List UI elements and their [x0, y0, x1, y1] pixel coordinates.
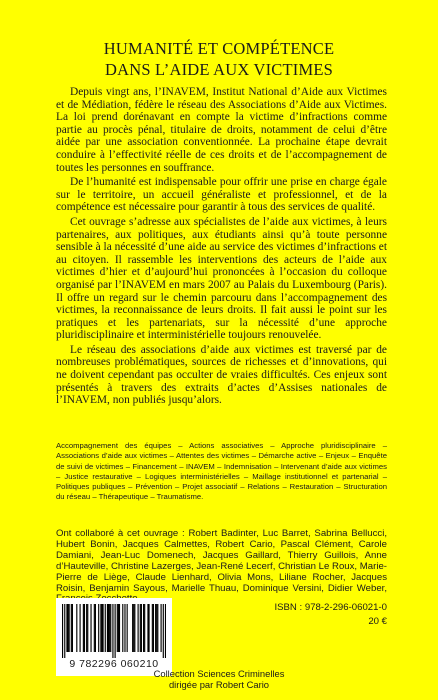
- barcode-bar: [72, 604, 73, 652]
- barcode-bar: [69, 604, 70, 652]
- title-line-1: HUMANITÉ ET COMPÉTENCE: [103, 39, 335, 58]
- barcode: [56, 598, 172, 676]
- barcode-bar: [100, 604, 101, 652]
- barcode-bar: [112, 604, 113, 658]
- price: 20 €: [368, 616, 387, 627]
- barcode-bar: [117, 604, 118, 652]
- collaborators-list: Ont collaboré à cet ouvrage : Robert Badinter, Luc Barret, Sabrina Bellucci, Hubert Bonin, Jacques Calmettes, Robert Cario, Pascal Clément, Carole Damiani, Jean-Luc Domenech, Jacques Gaillard, Thierry Guillois, Anne d’Hauteville, Christine Lazerges, Jean-René Lecerf, Christian Le Roux, Marie-Pierre de Liège, Claude Lienhard, Olivia Mons, Liliane Rocher, Jacques Roisin, Benjamin Sayous, Marielle Thuau, Dominique Versini, Didier Weber,: [56, 528, 387, 594]
- barcode-bar: [94, 604, 95, 652]
- barcode-bar: [110, 604, 111, 652]
- barcode-bar: [138, 604, 139, 652]
- barcode-bar: [144, 604, 145, 652]
- paragraph-4: Le réseau des associations d’aide aux victimes est traversé par de nombreuses problématiques, sources de richesses et d’innovations, qui ne doivent cependant pas occulter de vraies difficultés. Ces enjeux sont présentés à travers des extraits d’actes d’Assises nationales de l’INAVEM, non publiés jusqu’alors.: [56, 343, 387, 407]
- barcode-bar: [134, 604, 135, 652]
- barcode-bar: [156, 604, 157, 652]
- barcode-bar: [133, 604, 134, 652]
- title-line-2: DANS L’AIDE AUX VICTIMES: [104, 60, 334, 79]
- barcode-bar: [90, 604, 91, 652]
- book-title: [0, 38, 438, 80]
- barcode-bar: [157, 604, 158, 652]
- barcode-bar: [127, 604, 128, 652]
- barcode-bar: [165, 604, 166, 658]
- barcode-bar: [147, 604, 148, 652]
- keywords-list: Accompagnement des équipes – Actions associatives – Approche pluridisciplinaire – Associations d’aide aux victimes – Attentes des victimes – Démarche active – Enjeux – Enquête de suivi de victimes – Financement – INAVEM – Indemnisation – Intervenant d’aide aux victimes – Justice restaurative – Logiques interministérielles – Maillage institutionnel et partenarial – Politiques publiques – Prévention – Projet associatif – Relations – Restauration – Structuration du réseau – Thérapeutique – Traumatisme.: [56, 441, 387, 502]
- barcode-bar: [163, 604, 164, 658]
- isbn: ISBN : 978-2-296-06021-0: [274, 602, 387, 613]
- barcode-bar: [118, 604, 119, 652]
- paragraph-3: Cet ouvrage s’adresse aux spécialistes de l’aide aux victimes, à leurs partenaires, aux politiques, aux étudiants ainsi qu’à toute personne sensible à la nécessité d’une aide au service des victimes d’infractions et au citoyen. Il rassemble les interventions des acteurs de l’aide aux victimes d’hier et d’aujourd’hui prononcées à l’occasion du colloque organisé par l’INAVEM en mars 2007 au Palais du Luxembourg (Paris). Il offre un regard sur le chemin parcouru dans l’accompagnement des victimes, la reconnaissance de leurs droits. Il fait aussi le point sur les pratiques et les partenariats, sur la nécessité d’une approche pluridisciplinaire et interministérielle toujours renouvelée.: [56, 215, 387, 342]
- barcode-bar: [109, 604, 110, 652]
- barcode-bar: [80, 604, 81, 652]
- barcode-bar: [141, 604, 142, 652]
- collection-info: [0, 668, 438, 690]
- barcode-bar: [108, 604, 109, 652]
- barcode-bars: [62, 604, 166, 658]
- barcode-bar: [86, 604, 87, 652]
- barcode-bar: [105, 604, 106, 652]
- collection-name: Collection Sciences Criminelles: [153, 668, 285, 679]
- blurb-text: [56, 86, 387, 409]
- barcode-digits: 9 782296 060210: [69, 658, 159, 670]
- barcode-bar: [71, 604, 72, 652]
- barcode-bar: [98, 604, 99, 652]
- barcode-bar: [87, 604, 88, 652]
- barcode-bar: [140, 604, 141, 652]
- barcode-bar: [115, 604, 116, 658]
- barcode-bar: [161, 604, 162, 652]
- barcode-bar: [153, 604, 154, 652]
- barcode-bar: [132, 604, 133, 652]
- barcode-bar: [152, 604, 153, 652]
- paragraph-1: Depuis vingt ans, l’INAVEM, Institut National d’Aide aux Victimes et de Médiation, fédère le réseau des Associations d’Aide aux Victimes. La loi prend dorénavant en compte la victime d’infractions comme partie au procès pénal, titulaire de droits, notamment de celui d’être aidée par une association conventionnée. La prochaine étape devrait conduire à l’effectivité réelle de ces droits et de l’accompagnement de toutes les personnes en souffrance.: [56, 86, 387, 174]
- barcode-bar: [103, 604, 104, 652]
- barcode-bar: [84, 604, 85, 652]
- barcode-bar: [119, 604, 120, 652]
- collection-director: dirigée par Robert Cario: [168, 679, 270, 690]
- barcode-bar: [95, 604, 96, 652]
- barcode-bar: [64, 604, 65, 658]
- barcode-bar: [122, 604, 123, 652]
- barcode-bar: [107, 604, 108, 652]
- barcode-bar: [155, 604, 156, 652]
- barcode-bar: [143, 604, 144, 652]
- barcode-bar: [101, 604, 102, 652]
- barcode-bar: [62, 604, 63, 658]
- paragraph-2: De l’humanité est indispensable pour offrir une prise en charge égale sur le territoire, un accueil généraliste et professionnel, et de la compétence est nécessaire pour garantir à tous des services de qualité.: [56, 176, 387, 214]
- barcode-bar: [76, 604, 77, 652]
- barcode-bar: [148, 604, 149, 652]
- barcode-bar: [83, 604, 84, 652]
- barcode-bar: [67, 604, 68, 652]
- barcode-bar: [124, 604, 125, 652]
- barcode-bar: [66, 604, 67, 652]
